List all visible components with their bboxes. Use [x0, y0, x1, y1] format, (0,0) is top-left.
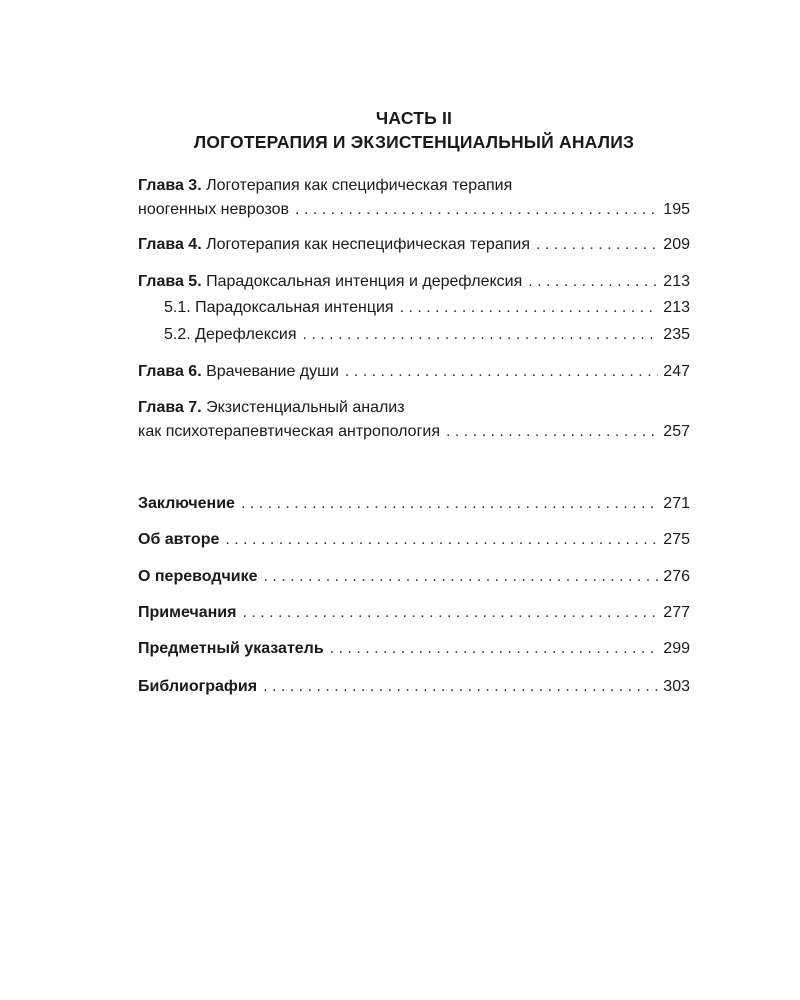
- chapter-title: Экзистенциальный анализ: [206, 399, 405, 416]
- page-number: 276: [663, 568, 690, 585]
- part-number: ЧАСТЬ II: [375, 108, 453, 128]
- chapter-title: Парадоксальная интенция и дерефлексия: [206, 273, 523, 290]
- toc-entry-chapter-5[interactable]: [138, 272, 690, 292]
- page-number: 213: [663, 273, 690, 290]
- leader-dots: [295, 200, 658, 220]
- chapter-title: Логотерапия как специфическая терапия: [206, 177, 513, 194]
- leader-dots: [303, 325, 659, 345]
- chapter-label: Глава 5.: [138, 273, 202, 290]
- entry-title: Заключение: [138, 495, 235, 512]
- entry-title: Предметный указатель: [138, 640, 324, 657]
- leader-dots: [264, 567, 659, 587]
- page-number: 247: [663, 363, 690, 380]
- toc-entry-section-5-1[interactable]: [138, 298, 690, 318]
- toc-entry-conclusion[interactable]: [138, 494, 690, 514]
- chapter-label: Глава 6.: [138, 363, 202, 380]
- toc-entry-chapter-3[interactable]: [138, 176, 690, 220]
- leader-dots: [263, 677, 658, 697]
- toc-entry-section-5-2[interactable]: [138, 325, 690, 345]
- page-number: 277: [663, 604, 690, 621]
- part-title: ЛОГОТЕРАПИЯ И ЭКЗИСТЕНЦИАЛЬНЫЙ АНАЛИЗ: [193, 132, 635, 152]
- section-title: 5.2. Дерефлексия: [164, 326, 297, 343]
- leader-dots: [242, 603, 658, 623]
- entry-title: Примечания: [138, 604, 237, 621]
- entry-title: О переводчике: [138, 568, 258, 585]
- toc-entry-bibliography[interactable]: [138, 677, 690, 697]
- leader-dots: [446, 422, 658, 442]
- leader-dots: [400, 298, 658, 318]
- chapter-title: Врачевание души: [206, 363, 339, 380]
- section-title: 5.1. Парадоксальная интенция: [164, 299, 394, 316]
- toc-entry-notes[interactable]: [138, 603, 690, 623]
- chapter-label: Глава 4.: [138, 236, 202, 253]
- page-number: 195: [663, 201, 690, 218]
- page-number: 275: [663, 531, 690, 548]
- chapter-title-cont: как психотерапевтическая антропология: [138, 423, 440, 440]
- toc-entry-about-author[interactable]: [138, 530, 690, 550]
- leader-dots: [528, 272, 658, 292]
- toc-entry-chapter-4[interactable]: [138, 235, 690, 255]
- leader-dots: [330, 639, 658, 659]
- leader-dots: [225, 530, 658, 550]
- page-number: 213: [663, 299, 690, 316]
- entry-title: Об авторе: [138, 531, 220, 548]
- chapter-title-cont: ноогенных неврозов: [138, 201, 290, 218]
- toc-entry-about-translator[interactable]: [138, 567, 690, 587]
- chapter-label: Глава 3.: [138, 177, 202, 194]
- page-number: 303: [663, 678, 690, 695]
- toc-entry-chapter-7[interactable]: [138, 398, 690, 442]
- toc-entry-chapter-6[interactable]: [138, 362, 690, 382]
- toc-entry-subject-index[interactable]: [138, 639, 690, 659]
- leader-dots: [241, 494, 658, 514]
- page-number: 271: [663, 495, 690, 512]
- chapter-label: Глава 7.: [138, 399, 202, 416]
- leader-dots: [345, 362, 658, 382]
- page-number: 209: [663, 236, 690, 253]
- chapter-title: Логотерапия как неспецифическая терапия: [206, 236, 530, 253]
- page-number: 299: [663, 640, 690, 657]
- page-number: 235: [663, 326, 690, 343]
- table-of-contents: [138, 0, 690, 1000]
- entry-title: Библиография: [138, 678, 258, 695]
- page-number: 257: [663, 423, 690, 440]
- leader-dots: [536, 235, 658, 255]
